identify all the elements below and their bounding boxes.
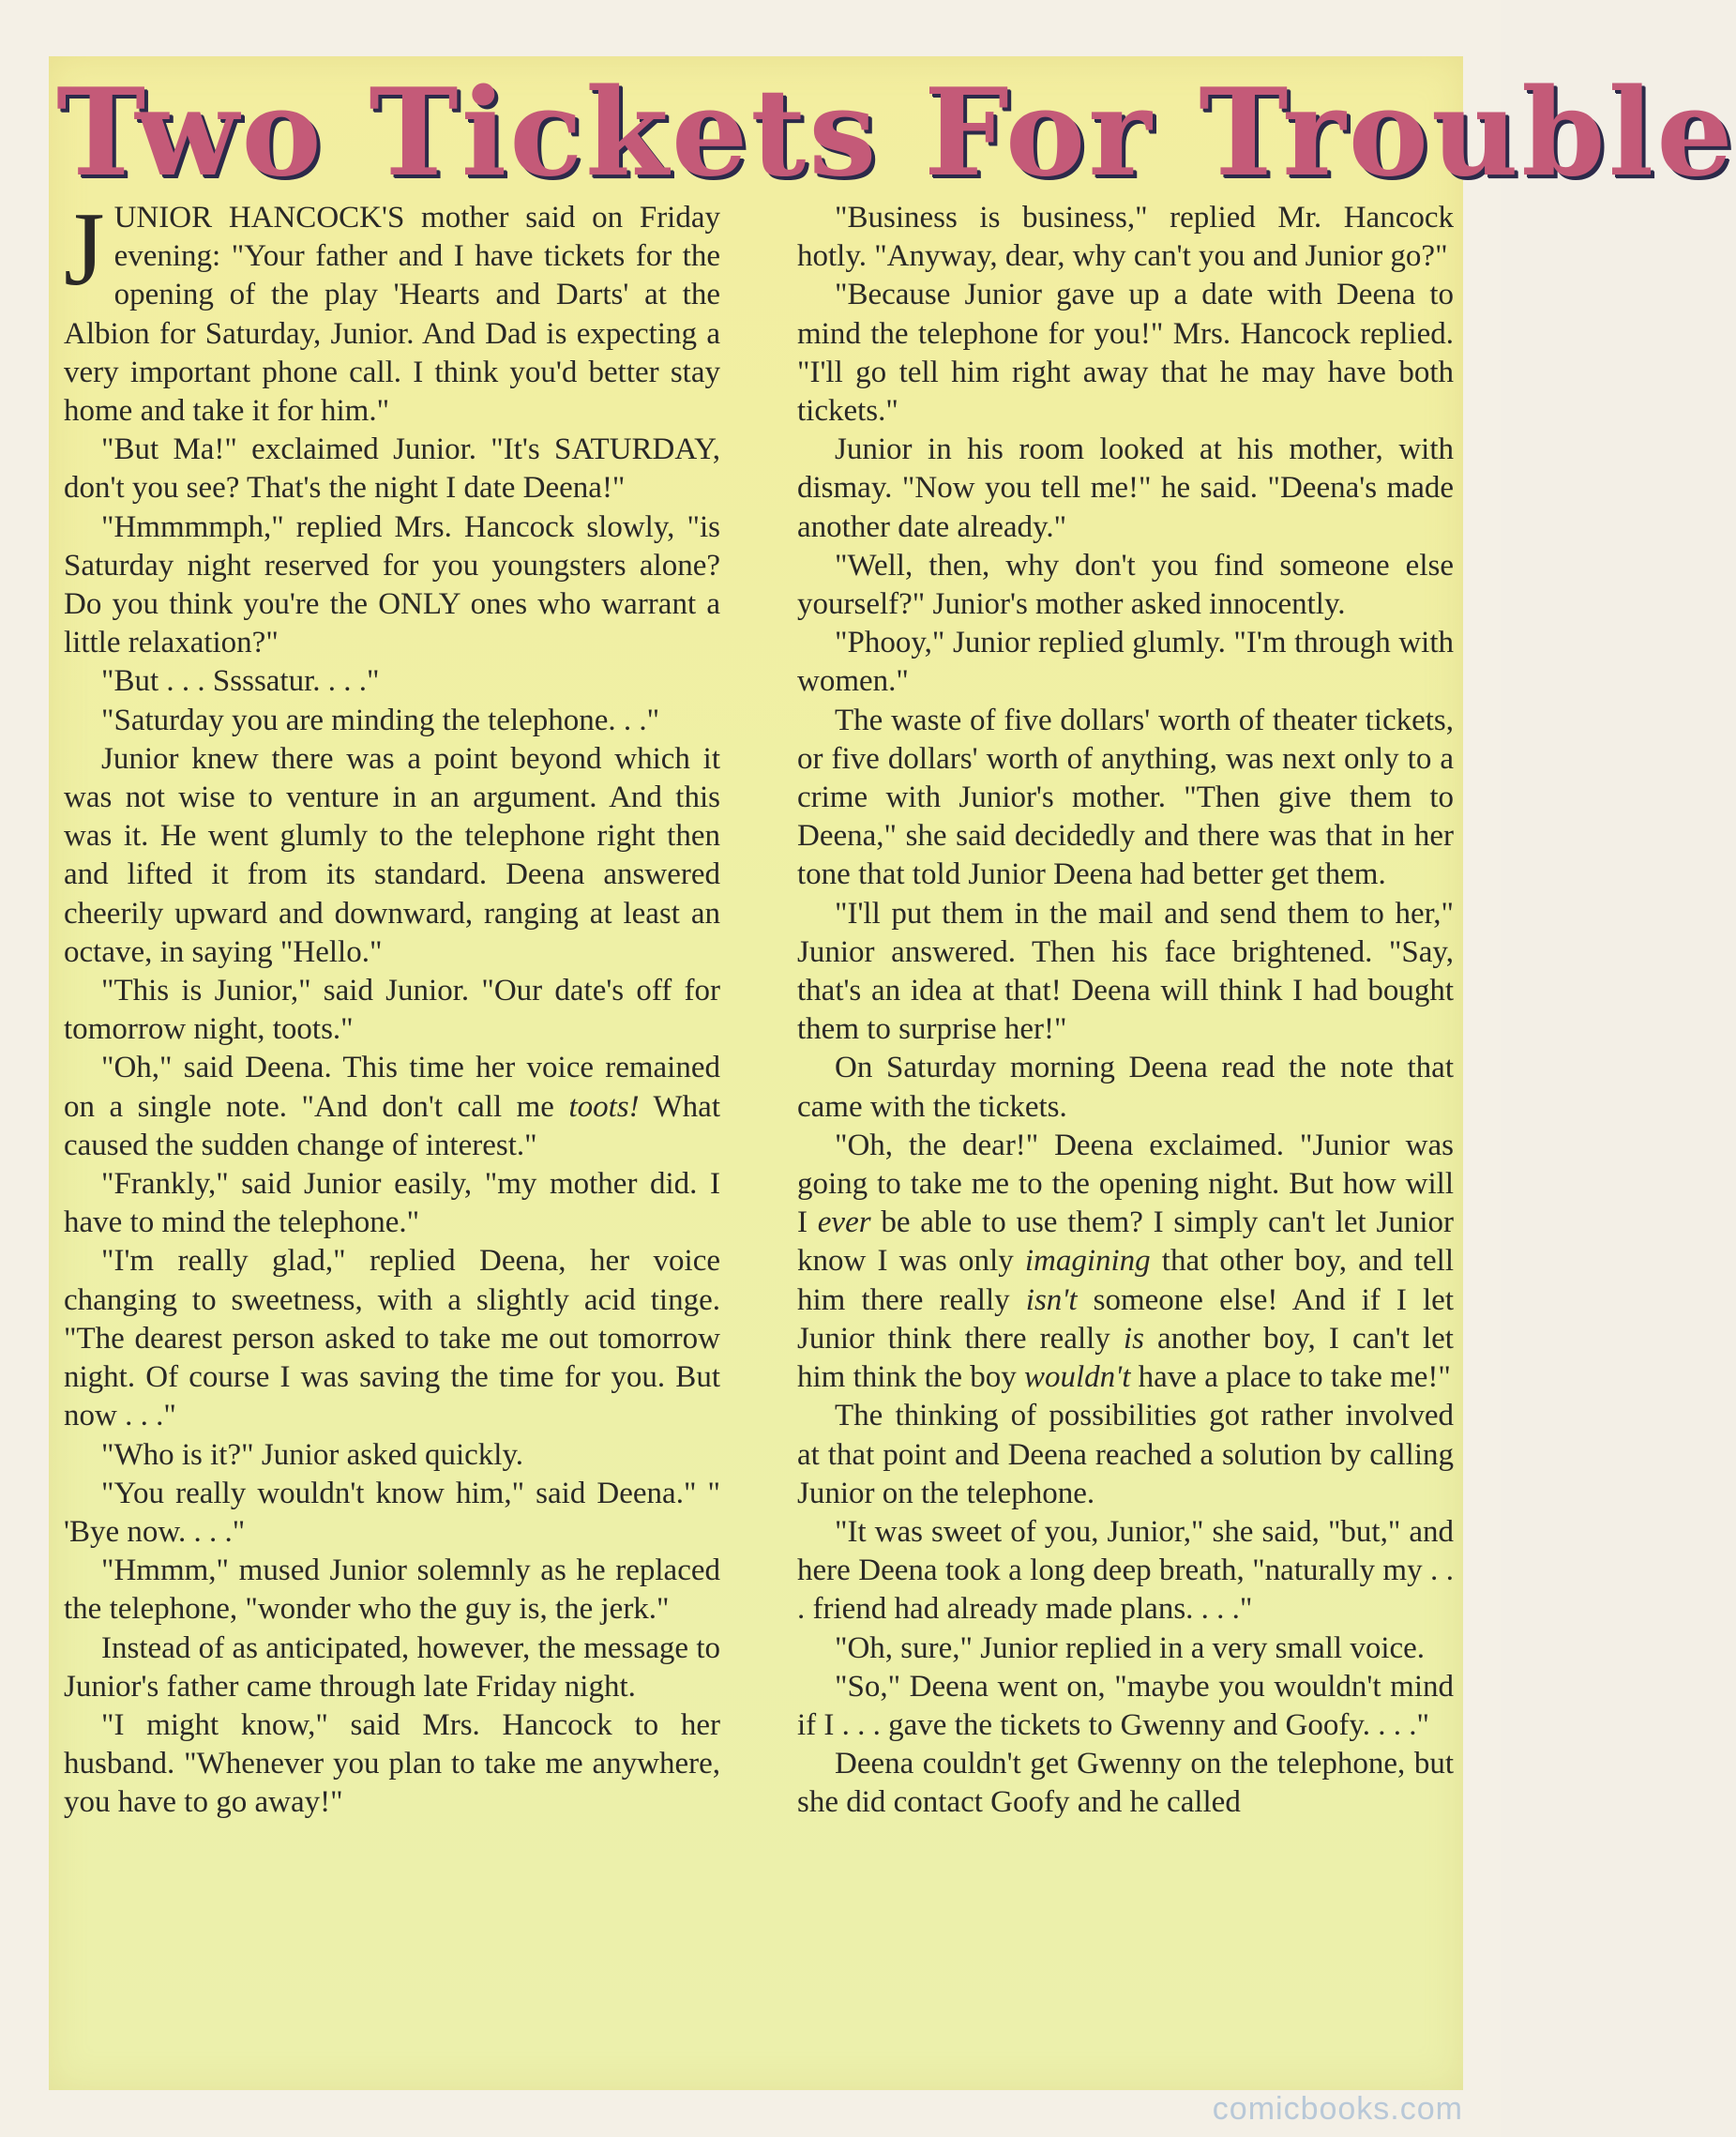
paragraph: "Saturday you are minding the telephone. . ." <box>101 703 660 737</box>
paragraph: "Business is business," replied Mr. Hancock hotly. "Anyway, dear, why can't you and Junior go?" <box>797 201 1454 274</box>
left-column <box>64 191 720 1823</box>
paragraph: "Hmmm," mused Junior solemnly as he replaced the telephone, "wonder who the guy is, the jerk." <box>64 1553 720 1627</box>
paragraph: "But . . . Ssssatur. . . ." <box>101 664 380 699</box>
paragraph: "You really wouldn't know him," said Deena." " 'Bye now. . . ." <box>64 1476 720 1549</box>
right-column <box>797 199 1454 1823</box>
italic-emphasis: imagining <box>1024 1244 1151 1279</box>
italic-emphasis: ever <box>817 1205 871 1240</box>
paragraph: "This is Junior," said Junior. "Our date's off for tomorrow night, toots." <box>64 974 720 1047</box>
paragraph: Junior knew there was a point beyond which it was not wise to venture in an argument. And this was it. He went glumly to the telephone right then and lifted it from its standard. Deena answered cheerily upward and downward, ranging at least an octave, in saying "Hello." <box>64 741 720 969</box>
paragraph: "But Ma!" exclaimed Junior. "It's SATURDAY, don't you see? That's the night I date Deena!" <box>64 432 720 506</box>
paragraph: "So," Deena went on, "maybe you wouldn't mind if I . . . gave the tickets to Gwenny and Goofy. . . ." <box>797 1669 1454 1742</box>
paragraph: JUNIOR HANCOCK'S mother said on Friday evening: "Your father and I have tickets for the opening of the play 'Hearts and Darts' at the Albion for Saturday, Junior. And Dad is expecting a very important phone call. I think you'd better stay home and take it for him." <box>64 191 720 429</box>
drop-cap: J <box>64 191 105 308</box>
paragraph: "I'll put them in the mail and send them to her," Junior answered. Then his face brightened. "Say, that's an idea at that! Deena will think I had bought them to surprise her!" <box>797 896 1454 1047</box>
paragraph: "Frankly," said Junior easily, "my mother did. I have to mind the telephone." <box>64 1167 720 1240</box>
paragraph: "Because Junior gave up a date with Deena to mind the telephone for you!" Mrs. Hancock replied. "I'll go tell him right away that he may have both tickets." <box>797 278 1454 429</box>
italic-emphasis: is <box>1123 1321 1144 1356</box>
paragraph: On Saturday morning Deena read the note that came with the tickets. <box>797 1051 1454 1124</box>
paragraph: Instead of as anticipated, however, the message to Junior's father came through late Friday night. <box>64 1630 720 1704</box>
paragraph: "Who is it?" Junior asked quickly. <box>101 1437 524 1472</box>
paragraph: "Oh," said Deena. This time her voice remained on a single note. "And don't call me toots! What caused the sudden change of interest." <box>64 1051 720 1162</box>
italic-emphasis: toots! <box>568 1089 640 1124</box>
paragraph: "It was sweet of you, Junior," she said, "but," and here Deena took a long deep breath, "naturally my . . . friend had already made plans. . . ." <box>797 1514 1454 1627</box>
story-title: Two Tickets For Trouble <box>56 63 1736 204</box>
italic-emphasis: isn't <box>1025 1282 1078 1317</box>
paragraph: The waste of five dollars' worth of theater tickets, or five dollars' worth of anything, was next only to a crime with Junior's mother. "Then give them to Deena," she said decidedly and there was that in her tone that told Junior Deena had better get them. <box>797 703 1454 892</box>
paragraph: The thinking of possibilities got rather involved at that point and Deena reached a solution by calling Junior on the telephone. <box>797 1399 1454 1510</box>
paragraph: Deena couldn't get Gwenny on the telephone, but she did contact Goofy and he called <box>797 1747 1454 1820</box>
paragraph: "Oh, sure," Junior replied in a very small voice. <box>835 1630 1426 1665</box>
paragraph: Junior in his room looked at his mother, with dismay. "Now you tell me!" he said. "Deena's made another date already." <box>797 432 1454 544</box>
paragraph: "I might know," said Mrs. Hancock to her husband. "Whenever you plan to take me anywhere, you have to go away!" <box>64 1707 720 1820</box>
paragraph: "Phooy," Junior replied glumly. "I'm through with women." <box>797 626 1454 699</box>
paragraph: "Hmmmmph," replied Mrs. Hancock slowly, "is Saturday night reserved for you youngsters alone? Do you think you're the ONLY ones who warrant a little relaxation?" <box>64 509 720 660</box>
paragraph: "Oh, the dear!" Deena exclaimed. "Junior was going to take me to the opening night. But how will I ever be able to use them? I simply can't let Junior know I was only imagining that other boy, and tell him there really isn't someone else! And if I let Junior think there really is another boy, I can't let him think the boy wouldn't have a place to take me!" <box>797 1128 1455 1395</box>
paragraph: "Well, then, why don't you find someone else yourself?" Junior's mother asked innocently. <box>797 548 1454 622</box>
italic-emphasis: wouldn't <box>1024 1360 1131 1395</box>
paragraph: "I'm really glad," replied Deena, her voice changing to sweetness, with a slightly acid tinge. "The dearest person asked to take me out tomorrow night. Of course I was saving the time for you. But now . . ." <box>64 1244 720 1433</box>
watermark: comicbooks.com <box>1212 2091 1463 2127</box>
